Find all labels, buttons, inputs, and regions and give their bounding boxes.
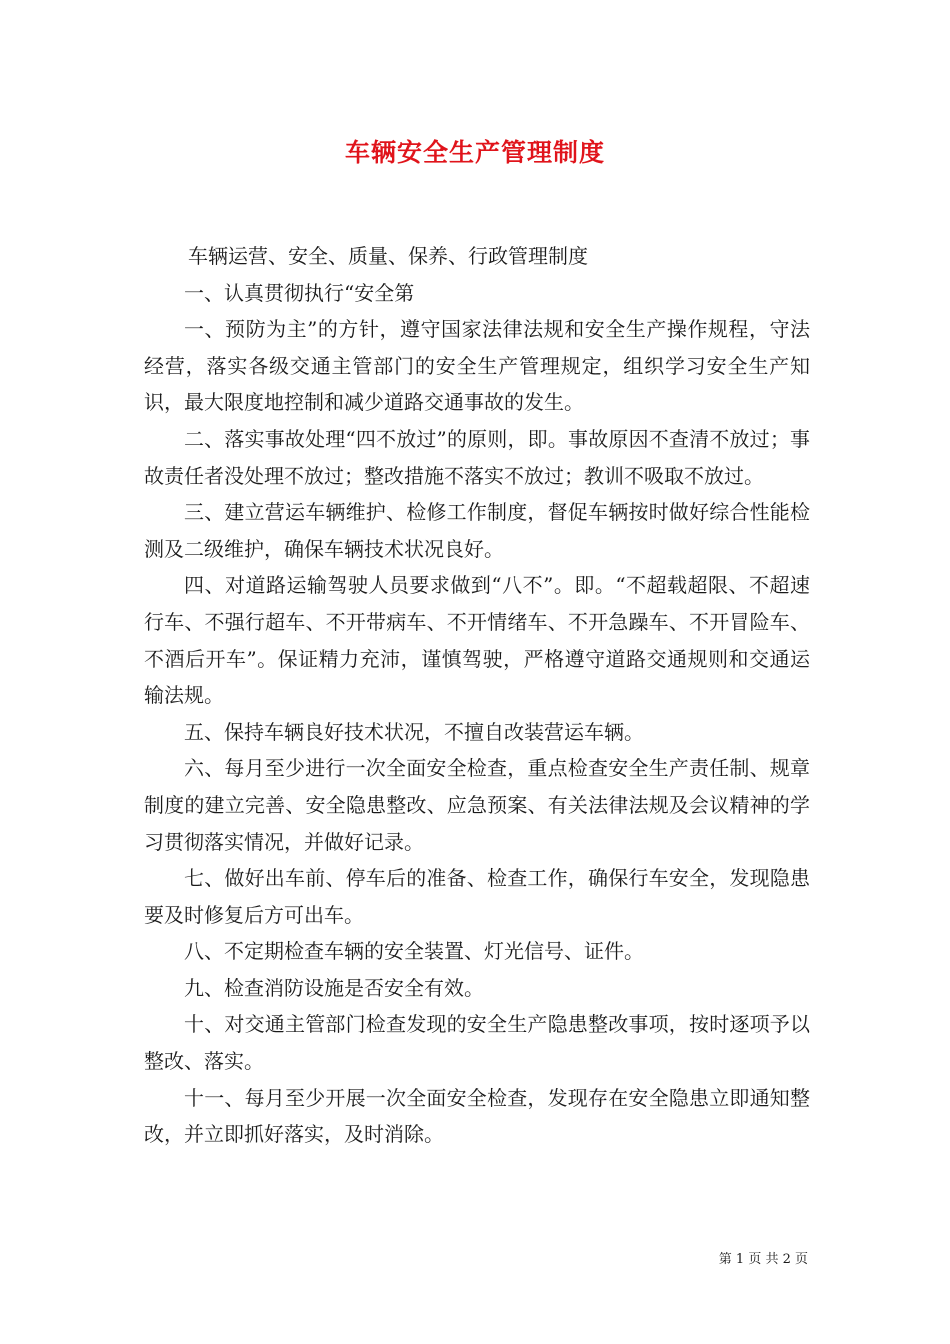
paragraph-12: 十一、每月至少开展一次全面安全检查，发现存在安全隐患立即通知整改，并立即抓好落实，及时消除。 — [144, 1085, 810, 1147]
paragraph-9: 八、不定期检查车辆的安全装置、灯光信号、证件。 — [184, 939, 644, 964]
paragraph-8: 七、做好出车前、停车后的准备、检查工作，确保行车安全，发现隐患要及时修复后方可出车。 — [144, 866, 810, 927]
paragraph-10: 九、检查消防设施是否安全有效。 — [184, 975, 484, 1000]
paragraph-4: 三、建立营运车辆维护、检修工作制度，督促车辆按时做好综合性能检测及二级维护，确保车辆技术状况良好。 — [144, 500, 810, 561]
paragraph-2: 一、预防为主”的方针，遵守国家法律法规和安全生产操作规程，守法经营，落实各级交通主管部门的安全生产管理规定，组织学习安全生产知识，最大限度地控制和减少道路交通事故的发生。 — [144, 317, 810, 415]
paragraph-7: 六、每月至少进行一次全面安全检查，重点检查安全生产责任制、规章制度的建立完善、安全隐患整改、应急预案、有关法律法规及会议精神的学习贯彻落实情况，并做好记录。 — [144, 756, 810, 854]
paragraph-11: 十、对交通主管部门检查发现的安全生产隐患整改事项，按时逐项予以整改、落实。 — [144, 1012, 810, 1074]
document-title: 车辆安全生产管理制度 — [344, 138, 605, 167]
paragraph-6: 五、保持车辆良好技术状况，不擅自改装营运车辆。 — [184, 719, 644, 744]
paragraph-5: 四、对道路运输驾驶人员要求做到“八不”。即。“不超载超限、不超速行车、不强行超车、不开带病车、不开情绪车、不开急躁车、不开冒险车、不酒后开车”。保证精力充沛，谨慎驾驶，严格遵守道路交通规则和交通运输法规。 — [144, 573, 810, 708]
document-body — [144, 238, 810, 1153]
paragraph-1: 一、认真贯彻执行“安全第 — [184, 280, 415, 305]
page-indicator: 第 1 页 共 2 页 — [718, 1252, 808, 1267]
paragraph-3: 二、落实事故处理“四不放过”的原则，即。事故原因不查清不放过；事故责任者没处理不放过；整改措施不落实不放过；教训不吸取不放过。 — [144, 426, 810, 488]
intro-paragraph: 车辆运营、安全、质量、保养、行政管理制度 — [188, 244, 588, 268]
